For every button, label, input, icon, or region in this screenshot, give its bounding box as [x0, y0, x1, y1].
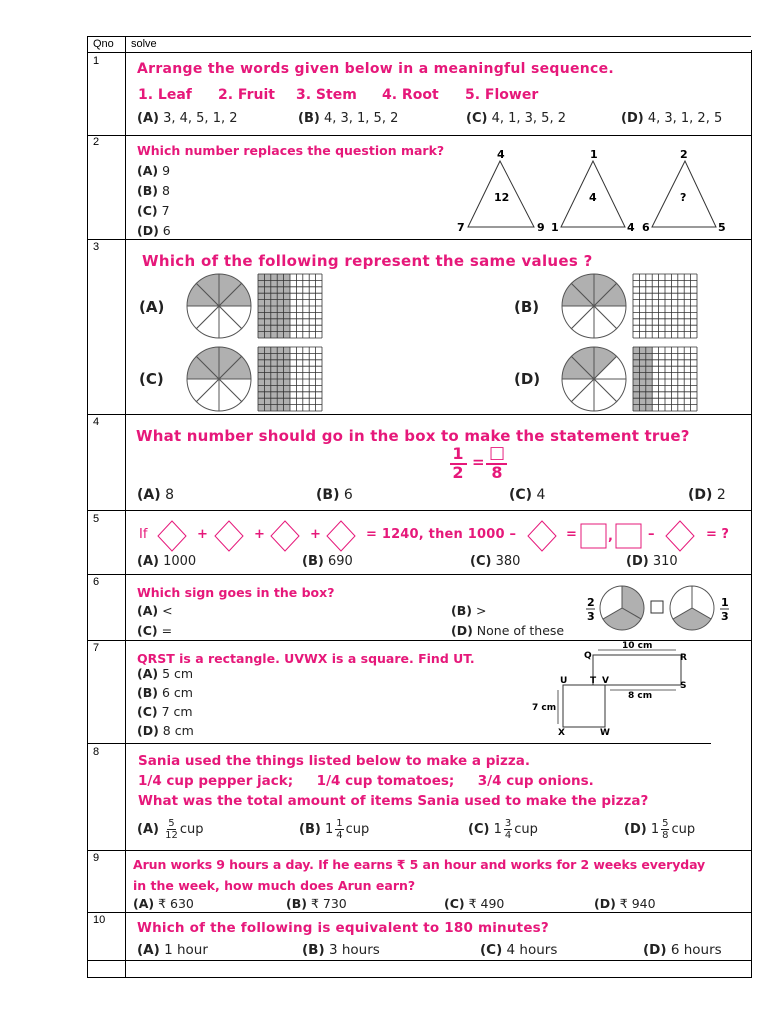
q4-answer-box[interactable]: □: [488, 443, 506, 463]
q1-option-b[interactable]: (B) 4, 3, 1, 5, 2: [298, 111, 399, 126]
header-solve: solve: [131, 38, 157, 50]
q8-line-3: What was the total amount of items Sania used to make the pizza?: [138, 793, 649, 809]
q6-option-b[interactable]: (B) >: [451, 603, 487, 618]
table-border-left: [87, 36, 88, 978]
question-number-7: 7: [93, 642, 100, 654]
q9-option-b[interactable]: (B) ₹ 730: [286, 896, 347, 911]
svg-text:X: X: [558, 728, 565, 738]
q5-comma: ,: [608, 529, 613, 544]
triangle-3-center: ?: [680, 191, 687, 204]
q6-sign-box: [651, 601, 663, 613]
q8-line-1: Sania used the things listed below to make a pizza.: [138, 753, 530, 769]
q3-label-c[interactable]: (C): [139, 370, 164, 388]
q5-option-d[interactable]: (D) 310: [626, 554, 678, 569]
svg-text:T: T: [590, 676, 597, 686]
q1-word-1: 1. Leaf: [138, 87, 192, 103]
q4-question: What number should go in the box to make the statement true?: [136, 427, 690, 445]
q4-option-d[interactable]: (D) 2: [688, 487, 726, 503]
q6-right-denominator: 3: [721, 610, 729, 623]
question-number-9: 9: [93, 852, 100, 864]
q3-figure-b: [560, 272, 700, 342]
q4-equals: =: [472, 453, 485, 471]
q9-line-2: in the week, how much does Arun earn?: [133, 878, 416, 893]
q5-if-label: If: [139, 527, 148, 542]
q6-right-numerator: 1: [721, 596, 729, 609]
diamond-shape-6: [666, 521, 694, 551]
q6-question: Which sign goes in the box?: [137, 585, 335, 600]
q8-option-a[interactable]: (A) $\frac{5}{12}$ cup: [137, 818, 204, 841]
q5-plus-1: +: [197, 527, 208, 542]
q5-equals-1240: = 1240, then 1000 –: [366, 527, 517, 542]
triangle-3: [642, 148, 726, 234]
q2-question: Which number replaces the question mark?: [137, 143, 445, 158]
q10-option-c[interactable]: (C) 4 hours: [480, 942, 558, 958]
table-column-divider: [125, 36, 126, 978]
q6-left-numerator: 2: [587, 596, 595, 609]
svg-text:R: R: [680, 653, 687, 663]
triangle-3-left: 6: [642, 221, 650, 234]
q1-question: Arrange the words given below in a meaningful sequence.: [137, 61, 615, 77]
question-number-10: 10: [93, 914, 106, 926]
diamond-shape-2: [215, 521, 243, 551]
question-number-5: 5: [93, 513, 100, 525]
question-number-6: 6: [93, 576, 100, 588]
q4-option-b[interactable]: (B) 6: [316, 487, 353, 503]
q1-option-a[interactable]: (A) 3, 4, 5, 1, 2: [137, 111, 238, 126]
q3-figure-a: [185, 272, 325, 342]
q2-triangle-figure: [455, 145, 735, 237]
triangle-2-top: 1: [590, 148, 598, 161]
q2-option-c[interactable]: (C) 7: [137, 203, 170, 218]
diamond-shape-1: [158, 521, 186, 551]
q1-option-c[interactable]: (C) 4, 1, 3, 5, 2: [466, 111, 566, 126]
q7-question: QRST is a rectangle. UVWX is a square. Find UT.: [137, 651, 475, 666]
q4-right-denominator: 8: [491, 463, 503, 482]
q1-word-4: 4. Root: [382, 87, 439, 103]
svg-text:Q: Q: [584, 651, 592, 661]
q9-line-1: Arun works 9 hours a day. If he earns ₹ 5 an hour and works for 2 weeks everyday: [133, 857, 706, 872]
q5-option-c[interactable]: (C) 380: [470, 554, 521, 569]
q8-option-b[interactable]: (B) 1 $\frac{1}{4}$ cup: [299, 818, 370, 841]
q5-plus-2: +: [254, 527, 265, 542]
q7-option-c[interactable]: (C) 7 cm: [137, 704, 193, 719]
q3-figure-c: [185, 345, 325, 415]
triangle-2-center: 4: [589, 191, 597, 204]
triangle-2-left: 1: [551, 221, 559, 234]
square-shape-2: [616, 524, 641, 548]
q10-option-a[interactable]: (A) 1 hour: [137, 942, 208, 958]
q7-option-d[interactable]: (D) 8 cm: [137, 723, 194, 738]
triangle-1-center: 12: [494, 191, 510, 204]
q4-left-numerator: 1: [452, 444, 464, 463]
q1-word-2: 2. Fruit: [218, 87, 275, 103]
header-qno: Qno: [93, 38, 114, 50]
q7-mid-length: 8 cm: [628, 691, 653, 701]
table-border-bottom: [87, 977, 751, 978]
svg-text:W: W: [600, 728, 610, 738]
q9-option-d[interactable]: (D) ₹ 940: [594, 896, 656, 911]
table-border-top: [87, 36, 751, 37]
question-number-3: 3: [93, 241, 100, 253]
q3-label-a[interactable]: (A): [139, 298, 165, 316]
svg-text:V: V: [602, 676, 609, 686]
q4-option-c[interactable]: (C) 4: [509, 487, 546, 503]
q2-option-a[interactable]: (A) 9: [137, 163, 171, 178]
square-uvwx: [563, 685, 605, 727]
q9-option-a[interactable]: (A) ₹ 630: [133, 896, 194, 911]
q6-right-circle: [670, 586, 714, 630]
triangle-3-right: 5: [718, 221, 726, 234]
triangle-2-right: 4: [627, 221, 635, 234]
q3-question: Which of the following represent the same values ?: [142, 252, 593, 270]
q10-option-b[interactable]: (B) 3 hours: [302, 942, 380, 958]
q4-option-a[interactable]: (A) 8: [137, 487, 175, 503]
triangle-1-right: 9: [537, 221, 545, 234]
q6-left-denominator: 3: [587, 610, 595, 623]
triangle-1-top: 4: [497, 148, 505, 161]
svg-text:U: U: [560, 676, 568, 686]
q7-option-b[interactable]: (B) 6 cm: [137, 685, 193, 700]
q10-option-d[interactable]: (D) 6 hours: [643, 942, 722, 958]
q8-option-c[interactable]: (C) 1 $\frac{3}{4}$ cup: [468, 818, 538, 841]
q4-left-denominator: 2: [452, 463, 464, 482]
diamond-shape-5: [528, 521, 556, 551]
q6-left-circle: [600, 586, 644, 630]
q2-option-b[interactable]: (B) 8: [137, 183, 170, 198]
q7-rectangle-figure: [530, 640, 700, 740]
q6-compare-figure: [584, 584, 734, 634]
svg-text:S: S: [680, 681, 687, 691]
diamond-shape-3: [271, 521, 299, 551]
q1-word-5: 5. Flower: [465, 87, 539, 103]
q1-word-3: 3. Stem: [296, 87, 357, 103]
q2-option-d[interactable]: (D) 6: [137, 223, 171, 238]
q3-label-b[interactable]: (B): [514, 298, 540, 316]
question-number-8: 8: [93, 746, 100, 758]
q5-option-b[interactable]: (B) 690: [302, 554, 353, 569]
q5-equals: =: [566, 527, 577, 542]
q8-line-2: 1/4 cup pepper jack; 1/4 cup tomatoes; 3/4 cup onions.: [138, 773, 594, 789]
q6-option-d[interactable]: (D) None of these: [451, 623, 565, 638]
q7-side-length: 7 cm: [532, 703, 557, 713]
question-number-2: 2: [93, 136, 100, 148]
triangle-2: [551, 148, 635, 234]
question-number-1: 1: [93, 55, 100, 67]
q5-end: = ?: [706, 527, 729, 542]
q9-option-c[interactable]: (C) ₹ 490: [444, 896, 505, 911]
q8-option-d[interactable]: (D) 1 $\frac{5}{8}$ cup: [624, 818, 696, 841]
question-number-4: 4: [93, 416, 100, 428]
diamond-shape-4: [327, 521, 355, 551]
square-shape-1: [581, 524, 606, 548]
triangle-1-left: 7: [457, 221, 465, 234]
table-border-right: [751, 50, 752, 978]
triangle-1: [457, 148, 545, 234]
q10-question: Which of the following is equivalent to 180 minutes?: [137, 920, 549, 936]
q7-option-a[interactable]: (A) 5 cm: [137, 666, 194, 681]
q1-option-d[interactable]: (D) 4, 3, 1, 2, 5: [621, 111, 723, 126]
q3-label-d[interactable]: (D): [514, 370, 541, 388]
q5-minus: –: [648, 527, 655, 542]
q3-figure-d: [560, 345, 700, 415]
triangle-3-top: 2: [680, 148, 688, 161]
q6-option-a[interactable]: (A) <: [137, 603, 173, 618]
q5-option-a[interactable]: (A) 1000: [137, 554, 197, 569]
q6-option-c[interactable]: (C) =: [137, 623, 173, 638]
q5-plus-3: +: [310, 527, 321, 542]
q7-top-length: 10 cm: [622, 641, 653, 651]
